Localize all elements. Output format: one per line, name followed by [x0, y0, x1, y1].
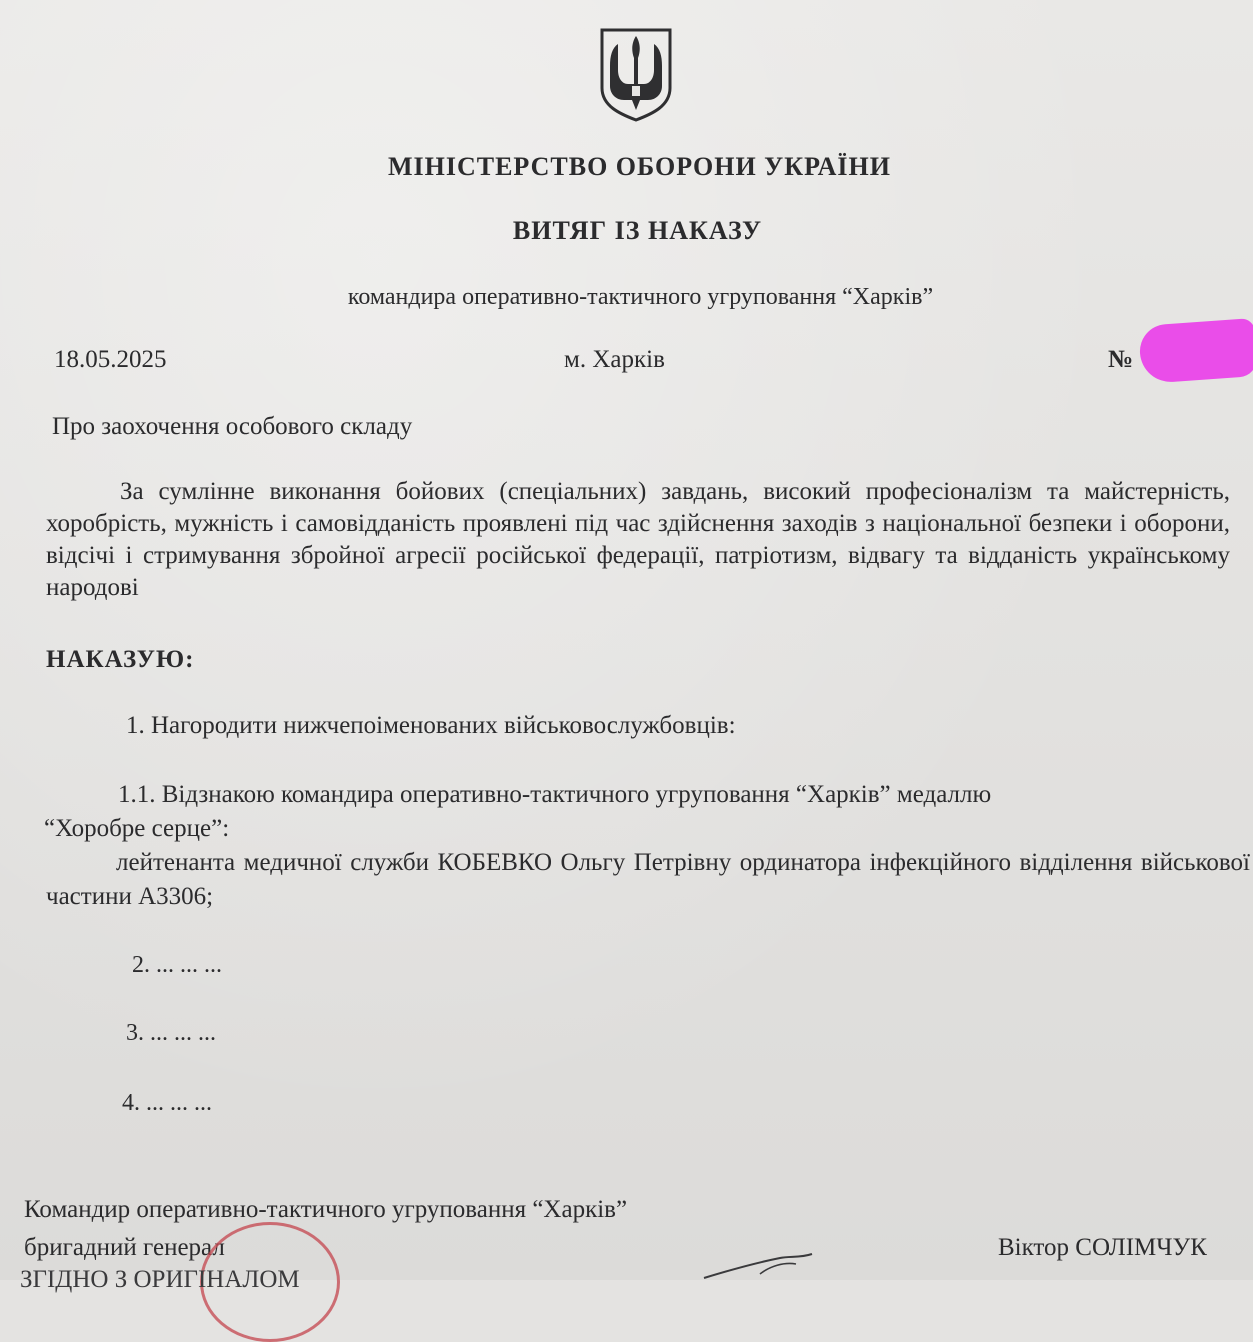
signatory-position: Командир оперативно-тактичного угруповання “Харків”	[24, 1196, 628, 1223]
document-type-title: ВИТЯГ ІЗ НАКАЗУ	[512, 216, 763, 245]
order-item-1-1-text: 1.1. Відзнакою командира оперативно-тактичного угруповання “Харків” медаллю	[118, 781, 992, 808]
order-item-1-1-medal: “Хоробре серце”:	[44, 815, 230, 842]
certified-copy-note: ЗГІДНО З ОРИГІНАЛОМ	[20, 1266, 300, 1293]
order-item-4-placeholder: 4. ... ... ...	[122, 1090, 212, 1116]
ukraine-trident-icon	[598, 26, 674, 122]
order-item-3-placeholder: 3. ... ... ...	[126, 1020, 216, 1046]
preamble-paragraph: За сумлінне виконання бойових (спеціальних) завдань, високий професіоналізм та майстерність, хоробрість, мужність і самовідданість проявлені під час здійснення заходів з національної безпеки і оборони, відсічі і стримування збройної агресії російської федерації, патріотизм, відвагу та відданість українському народові	[46, 478, 1230, 601]
redaction-mark	[1138, 318, 1253, 384]
signature-stroke-icon	[700, 1250, 820, 1280]
order-item-1-1	[44, 778, 1240, 846]
order-item-1: 1. Нагородити нижчепоіменованих військовослужбовців:	[126, 712, 736, 739]
order-heading: НАКАЗУЮ:	[46, 646, 195, 673]
ministry-title: МІНІСТЕРСТВО ОБОРОНИ УКРАЇНИ	[387, 152, 892, 181]
order-date: 18.05.2025	[54, 346, 167, 373]
order-city: м. Харків	[564, 346, 665, 373]
signatory-name: Віктор СОЛІМЧУК	[998, 1234, 1207, 1261]
issuer-line: командира оперативно-тактичного угруповання “Харків”	[347, 284, 934, 310]
order-subject: Про заохочення особового складу	[52, 413, 413, 440]
awardee-paragraph: лейтенанта медичної служби КОБЕВКО Ольгу Петрівну ординатора інфекційного відділення військової частини А3306;	[46, 849, 1250, 910]
order-number-label: №	[1108, 346, 1134, 373]
order-item-2-placeholder: 2. ... ... ...	[132, 952, 222, 978]
signatory-rank: бригадний генерал	[24, 1234, 225, 1261]
